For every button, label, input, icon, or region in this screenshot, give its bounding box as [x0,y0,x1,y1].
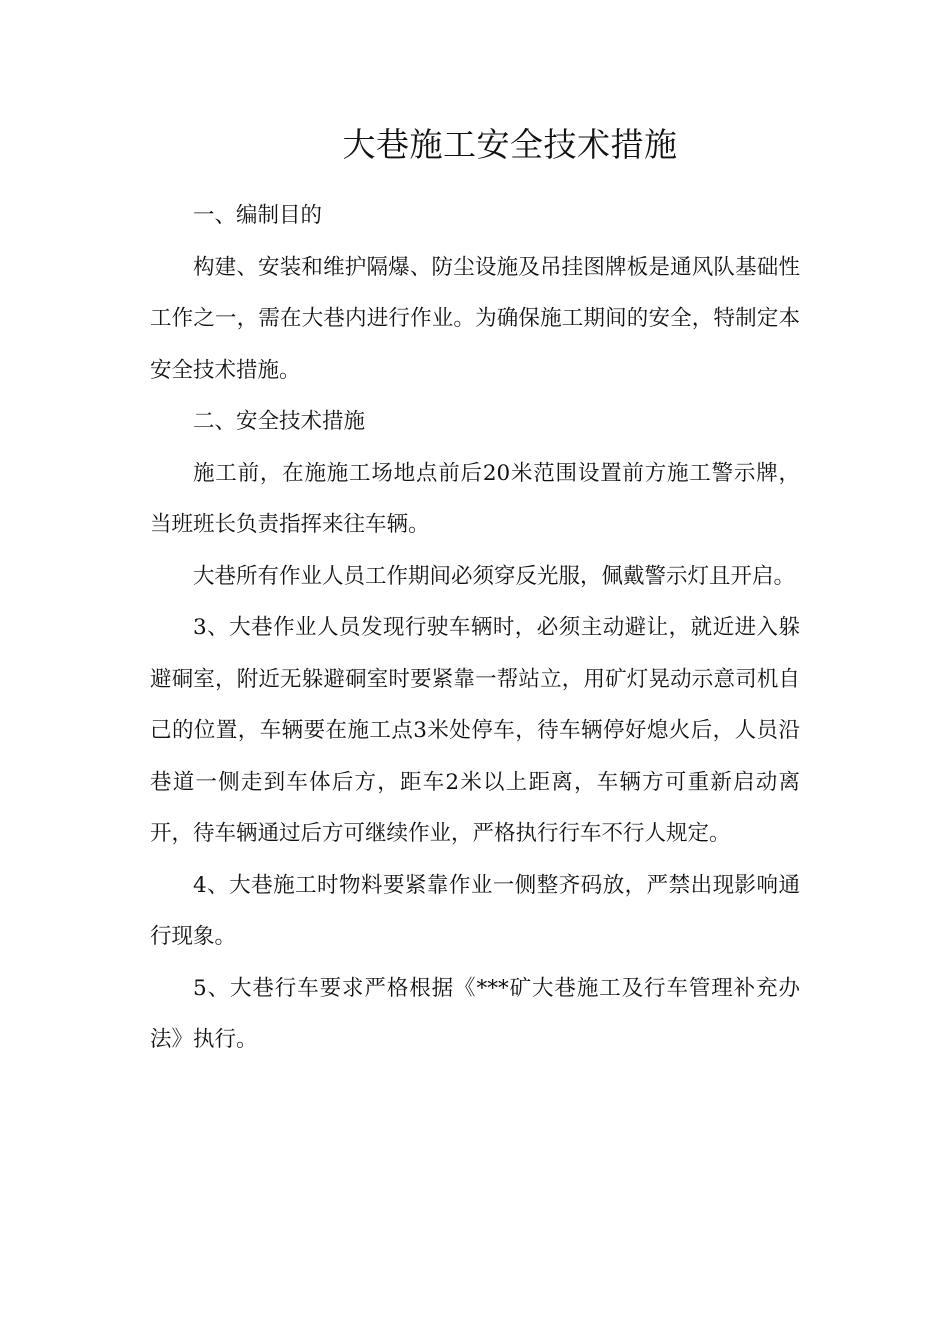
paragraph-warning-sign: 施工前，在施施工场地点前后20米范围设置前方施工警示牌，当班班长负责指挥来往车辆。 [150,460,800,537]
document-title: 大巷施工安全技术措施 [342,125,678,164]
paragraph-vehicle-avoidance: 3、大巷作业人员发现行驶车辆时，必须主动避让，就近进入躲避硐室，附近无躲避硐室时要紧靠一帮站立，用矿灯晃动示意司机自己的位置，车辆要在施工点3米处停车，待车辆停好熄火后，人员沿巷道一侧走到车体后方，距车2米以上距离，车辆方可重新启动离开，待车辆通过后方可继续作业，严格执行行车不行人规定。 [150,615,800,846]
document-body [150,190,800,1066]
paragraph-reflective-clothing: 大巷所有作业人员工作期间必须穿反光服，佩戴警示灯且开启。 [193,563,796,589]
section-heading-purpose: 一、编制目的 [193,203,323,228]
paragraph-traffic-rules: 5、大巷行车要求严格根据《***矿大巷施工及行车管理补充办法》执行。 [150,975,800,1052]
paragraph-purpose: 构建、安装和维护隔爆、防尘设施及吊挂图牌板是通风队基础性工作之一，需在大巷内进行作业。为确保施工期间的安全，特制定本安全技术措施。 [150,254,800,383]
section-heading-measures: 二、安全技术措施 [193,409,366,434]
paragraph-material-stacking: 4、大巷施工时物料要紧靠作业一侧整齐码放，严禁出现影响通行现象。 [150,872,800,949]
